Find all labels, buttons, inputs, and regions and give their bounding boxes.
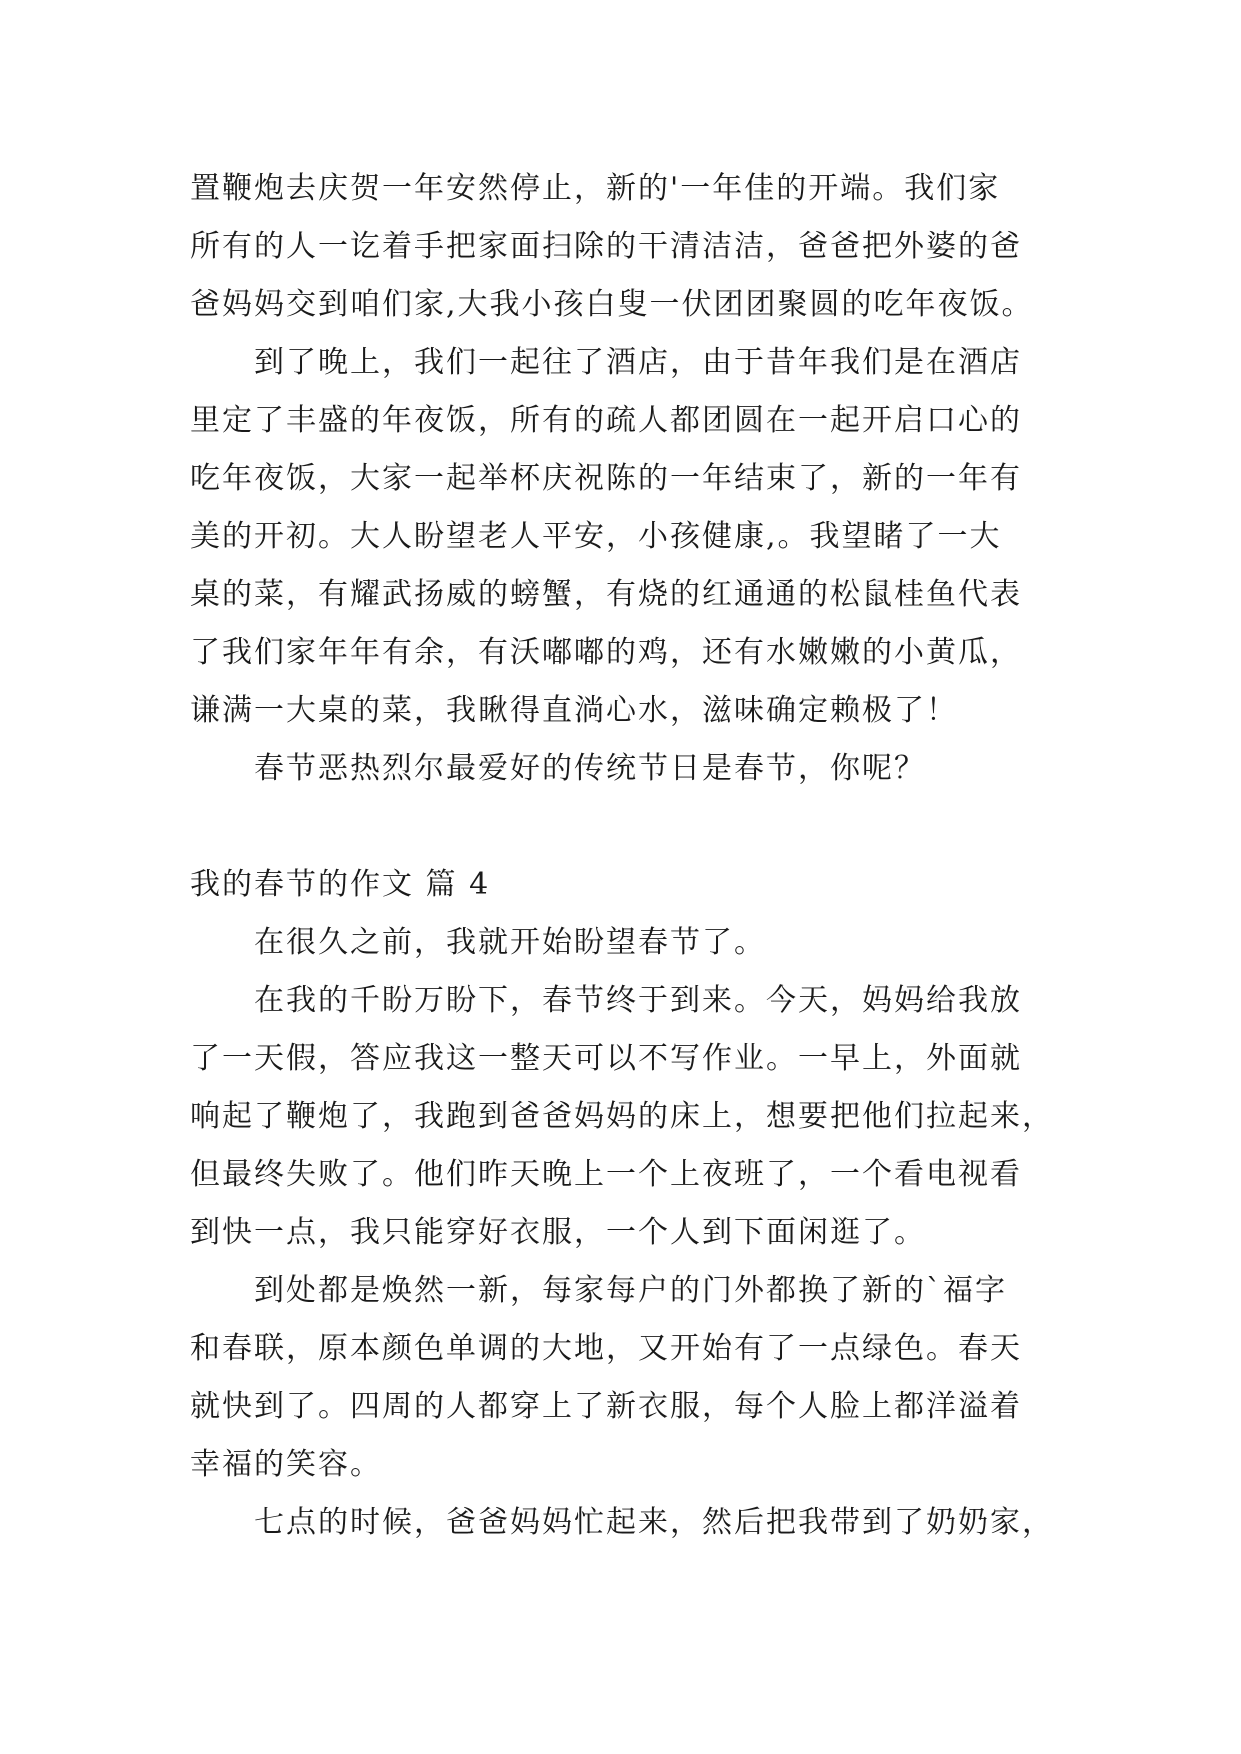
text-line: 幸福的笑容。 [190, 1447, 382, 1482]
text-line: 谦满一大桌的菜，我瞅得直淌心水，滋味确定赖极了！ [190, 693, 958, 728]
text-line: 和春联，原本颜色单调的大地，又开始有了一点绿色。春天 [190, 1331, 1022, 1366]
text-line: 但最终失败了。他们昨天晚上一个上夜班了，一个看电视看 [190, 1157, 1022, 1192]
paragraph-start: 在我的千盼万盼下，春节终于到来。今天，妈妈给我放 [254, 983, 1022, 1018]
text-line: 了一天假，答应我这一整天可以不写作业。一早上，外面就 [190, 1041, 1022, 1076]
text-line: 所有的人一讫着手把家面扫除的干清洁洁，爸爸把外婆的爸 [190, 229, 1022, 264]
paragraph-start: 到处都是焕然一新，每家每户的门外都换了新的`福字 [254, 1273, 1007, 1308]
text-line: 美的开初。大人盼望老人平安，小孩健康,。我望睹了一大 [190, 519, 1002, 554]
text-line: 响起了鞭炮了，我跑到爸爸妈妈的床上，想要把他们拉起来， [190, 1099, 1054, 1134]
section-gap [190, 798, 1090, 856]
paragraph-start: 到了晚上，我们一起往了酒店，由于昔年我们是在酒店 [254, 345, 1022, 380]
section-heading: 我的春节的作文 篇 4 [190, 867, 491, 902]
text-line: 桌的菜，有耀武扬威的螃蟹，有烧的红通通的松鼠桂鱼代表 [190, 577, 1022, 612]
text-line: 吃年夜饭，大家一起举杯庆祝陈的一年结束了，新的一年有 [190, 461, 1022, 496]
text-line: 了我们家年年有余，有沃嘟嘟的鸡，还有水嫩嫩的小黄瓜， [190, 635, 1022, 670]
paragraph-start: 在很久之前，我就开始盼望春节了。 [254, 925, 766, 960]
text-line: 置鞭炮去庆贺一年安然停止，新的'一年佳的开端。我们家 [190, 171, 1001, 206]
text-line: 爸妈妈交到咱们家,大我小孩白叟一伏团团聚圆的吃年夜饭。 [190, 287, 1034, 322]
text-line: 就快到了。四周的人都穿上了新衣服，每个人脸上都洋溢着 [190, 1389, 1022, 1424]
text-line: 里定了丰盛的年夜饭，所有的疏人都团圆在一起开启口心的 [190, 403, 1022, 438]
text-line: 到快一点，我只能穿好衣服，一个人到下面闲逛了。 [190, 1215, 926, 1250]
paragraph-start: 春节恶热烈尔最爱好的传统节日是春节，你呢？ [254, 751, 926, 786]
document-body [190, 160, 1090, 1552]
paragraph-start: 七点的时候，爸爸妈妈忙起来，然后把我带到了奶奶家， [254, 1505, 1054, 1540]
